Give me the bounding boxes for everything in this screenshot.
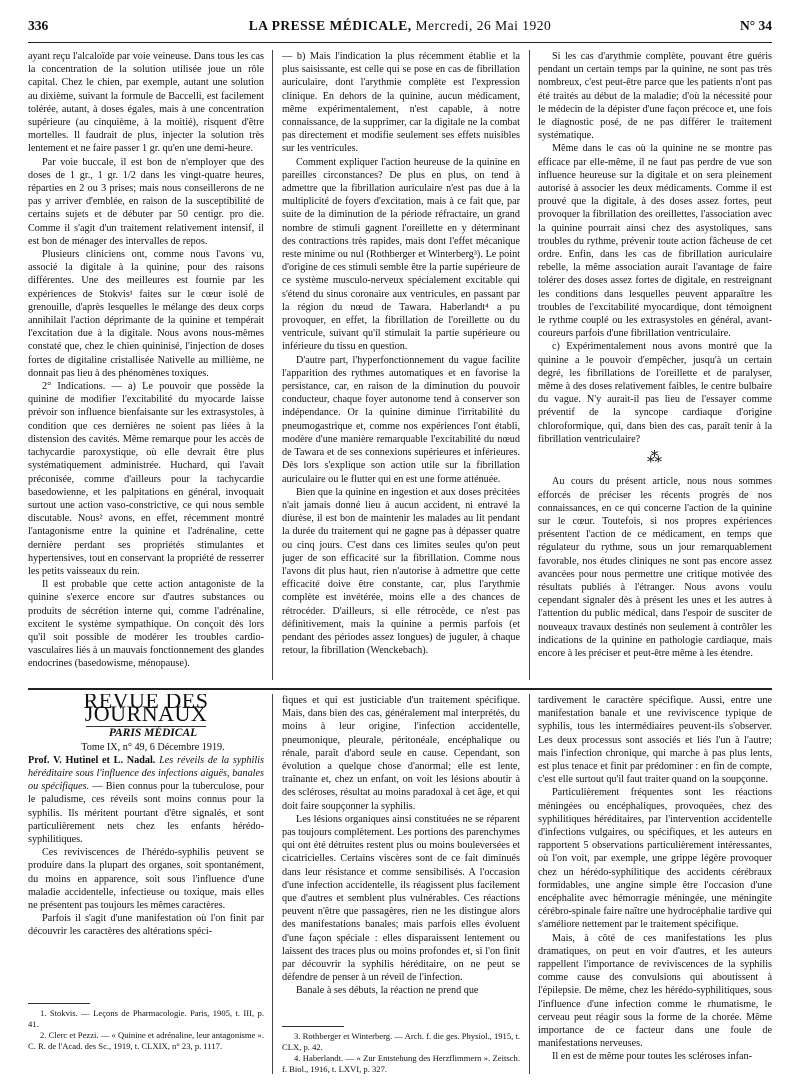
issue-number: N° 34 — [739, 18, 772, 33]
paragraph: Plusieurs cliniciens ont, comme nous l'avons vu, associé la digitale à la quinine, pour des raisons différentes. Une des meilleures est fournie par les expériences de Stokvis¹ faites sur le cœur isolé de grenouille, d'après lesquelles le mélange des deux corps annihilait l'action déprimante de la quinine et tempérait l'excitation due à la digitale. Nous avons nous-mêmes constaté que, chez le chien quininisé, l'injection de doses fortes de digitaline cristallisée Nativelle au millième, ne donnait pas lieu à des phénomènes toxiques. — [28, 249, 264, 379]
footnote: 3. Rothberger et Winterberg. — Arch. f. die ges. Physiol., 1915, t. CLX, p. 42. — [282, 1031, 520, 1052]
footnotes-left — [28, 1008, 264, 1052]
tome-line: Tome IX, n° 49, 6 Décembre 1919. — [81, 741, 225, 753]
paragraph: Les lésions organiques ainsi constituées ne se réparent pas toujours complètement. Les portions des parenchymes qui ont été détruites restent plus ou moins bouleversées et cicatricielles. Certains viscères sont de ce fait diminués dans leur résistance et comme sensibilisés. A l'occasion d'une infection accidentelle, ils réagissent plus facilement que d'autres et semblent plus vulnérables. Ces réactions peuvent n'être que passagères, rien ne les distingue alors des manifestations banales; mais parfois elles évoluent d'une façon spéciale : elles disparaissent lentement ou laissent des traces plus ou moins profondes et, si l'on finit par découvrir la syphilis héréditaire, on ne peut se défendre de penser à un réveil de l'infection. — [282, 813, 520, 984]
paragraph: ayant reçu l'alcaloïde par voie veineuse. Dans tous les cas la concentration de la solution utilisée joue un rôle capital. Chez le chien, par exemple, autant une solution au dixième, suivant la formule de Baccelli, est facilement tolérée, autant, à doses égales, mais à une concentration supérieure (au cinquième, à la moitié), risquent d'être mortelles. Il faudrait de plus, injecter la solution très lentement et ne faire passer 1 gr. qu'en une demi-heure. — [28, 51, 264, 155]
paragraph: 2° Indications. — a) Le pouvoir que possède la quinine de modifier l'excitabilité du myocarde laisse prévoir son influence bienfaisante sur les extrasystoles, à condition que ces dernières ne soient pas liées à la distension des cavités. Même remarque pour les accès de tachycardie paroxystique, où elle devrait être plus systématiquement administrée. Huchard, qui l'avait préconisée, comme d'ailleurs pour la tachycardie basedowienne, et les palpitations en général, invoquait surtout une action vaso-constrictive, ce qui nous semble discutable. Nous² avons, en effet, récemment montré l'antagonisme entre la quinine et l'adrénaline, cette dernière perdant ses propriétés stimulantes et hypertensives, tout en conservant la propriété de resserrer les petits vaisseaux du rein. — [28, 381, 264, 577]
paragraph: Au cours du présent article, nous nous sommes efforcés de préciser les récents progrès de nos connaissances, en ce qui concerne l'action de la quinine sur le cœur. Toutefois, si nos propres expériences présentent l'action de ce médicament, en temps que régulateur du rythme, sous un jour remarquablement favorable, nos études cliniques ne sont pas encore assez avancées pour nous permettre une critique motivée des résultats publiés à l'étranger. Nous avons voulu cependant signaler dès à présent les unes et les autres à l'attention du public médical, dans l'espoir de susciter de nouveaux travaux destinés non seulement à contrôler les indications de la quinine en pathologie cardiaque, mais encore à les préciser et peut-être même à les étendre. — [538, 476, 772, 659]
paragraph: Particulièrement fréquentes sont les réactions méningées ou encéphaliques, provoquées, chez des syphilitiques héréditaires, par l'intervention accidentelle d'infections vulgaires, ou spécifiques, et les auteurs en rapportent 5 observations particulièrement intéressantes, où l'on voit, par exemple, une grippe légère provoquer chez un hérédo-syphilitique des accidents cérébraux formidables, une angine simple être l'occasion d'une encéphalite avec hémorragie méningée, une méningite cérébro-spinale faire naître une hydrocéphalie tardive qui s'améliore nettement par le traitement spécifique. — [538, 787, 772, 931]
footnote-rule — [282, 1026, 344, 1027]
footnote: 4. Haberlandt. — « Zur Entstehung des Herzflimmern ». Zeitsch. f. Biol., 1916, t. LXVI, p. 327. — [282, 1053, 520, 1074]
column-divider — [529, 50, 530, 680]
page-header — [28, 18, 772, 40]
header-rule — [28, 42, 772, 43]
footnote: 2. Clerc et Pezzi. — « Quinine et adrénaline, leur antagonisme ». C. R. de l'Acad. des Sc., 1919, t. CLXIX, n° 23, p. 1117. — [28, 1030, 264, 1051]
paragraph: Il est probable que cette action antagoniste de la quinine s'exerce encore sur d'autres substances ou produits de sécrétion interne qui, comme l'adrénaline, excitent le système sympathique. On conçoit dès lors qu'il soit possible de modérer les troubles cardio-vasculaires liés à un mauvais fonctionnement des glandes endocrines (basedowisme, ménopause). — [28, 579, 264, 670]
paragraph: Parfois il s'agit d'une manifestation où l'on finit par découvrir les caractères des altérations spéci- — [28, 913, 264, 938]
paragraph: Si les cas d'arythmie complète, pouvant être guéris pendant un certain temps par la quinine, ne sont pas très nombreux, c'est peut-être parce que les patients n'ont pas été traités au début de la maladie; d'où la nécessité pour le médecin de la dépister d'une façon précoce et, une fois le diagnostic posé, de ne pas différer le traitement systématique. — [538, 51, 772, 142]
paragraph: Banale à ses débuts, la réaction ne prend que — [296, 985, 479, 997]
top-column-2 — [282, 50, 520, 682]
article-heading — [28, 754, 264, 846]
journal-title — [28, 18, 772, 34]
article-authors: Prof. V. Hutinel et L. Nadal. — [28, 754, 156, 766]
paragraph: tardivement le caractère spécifique. Aussi, entre une manifestation banale et une reviviscence typique de syphilis, tous les intermédiaires peuvent-ils s'observer. Les deux processus sont associés et liés l'un à l'autre; mais l'infection chronique, qui marche à pas plus lents, est plus tenace et finit par prédominer : en fin de compte, c'est elle surtout qu'il faut traiter quand on la soupçonne. — [538, 695, 772, 786]
paragraph: — Bien connus pour la tuberculose, pour le paludisme, ces réveils sont moins connus pour la syphilis. Ils méritent pourtant d'être signalés, et sont particulièrement nets chez les enfants hérédo-syphilitiques. — [28, 781, 264, 846]
bottom-column-1 — [28, 694, 264, 994]
paragraph: Mais, à côté de ces manifestations les plus dramatiques, on peut en voir d'autres, et les auteurs rappellent l'importance de reviviscences de la syphilis comme cause des convulsions qui aboutissent à l'épilepsie. De même, chez les hérédo-syphilitiques, sous l'influence d'une infection comme le rhumatisme, le cerveau peut réagir sous la forme de la chorée. Même importance de ce facteur dans une foule de manifestations nerveuses. — [538, 932, 772, 1050]
column-divider — [272, 50, 273, 680]
footnote: 1. Stokvis. — Leçons de Pharmacologie. Paris, 1905, t. III, p. 41. — [28, 1008, 264, 1029]
article-title: Les réveils de la syphilis héréditaire sous l'influence des infections aiguës, banales ou spécifiques. — [28, 754, 264, 793]
bottom-column-2 — [282, 694, 520, 1020]
top-column-3 — [538, 50, 772, 682]
paragraph: Bien que la quinine en ingestion et aux doses précitées n'ait jamais donné lieu à aucun accident, ni entravé la diurèse, il est bon de maintenir les malades au lit pendant la durée du traitement qui ne gagne pas à dépasser quatre ou cinq jours. C'est dans ces limites seules qu'on peut juger de son efficacité sur la fibrillation. Comme nous l'avons dit plus haut, rien n'autorise à admettre que cette efficacité doive être constante, car, plus l'arythmie complète est invétérée, moins elle a des chances de rétrocéder. D'ailleurs, si elle rétrocède, ce n'est pas définitivement, mais la quinine a permis parfois (et pendant des périodes assez longues) de juguler, à chaque retour, la fibrillation (Wenckebach). — [282, 486, 520, 657]
paragraph: Même dans le cas où la quinine ne se montre pas efficace par elle-même, il ne faut pas perdre de vue son influence heureuse sur la digitale et on sera pleinement autorisé à associer les deux médicaments. Comme il est prouvé que la digitale, à des doses assez fortes, peut provoquer la fibrillation des oreillettes, l'association avec la quinine pourrait ainsi chez des asystoliques, sans troubles du rythme, prévenir toute action fâcheuse de cet ordre. Enfin, dans les cas de fibrillation auriculaire rebelle, la même association aurait l'avantage de faire tolérer des doses assez fortes de digitale, en restreignant les conditions dans lesquelles peuvent apparaître les troubles de l'excitabilité myocardique, dont témoignent le rythme couplé ou les extrasystoles en général, avant-coureurs parfois d'une fibrillation ventriculaire. — [538, 143, 772, 340]
paragraph: Comment expliquer l'action heureuse de la quinine en pareilles circonstances? De plus en plus, on tend à admettre que la fibrillation auriculaire n'est pas due à la multiplicité de foyers d'excitation, mais à ce fait que, par suite de la diminution de la période réfractaire, un grand nombre de stimuli gagnent l'oreillette en y déterminant des contractions très rapides, mais dont l'effet mécanique reste minime ou nul (Rothberger et Winterberg³). Le point d'origine de ces stimuli semble être la partie supérieure de ce système musculo-nerveux spécialement excitable qui s'étend du sinus coronaire aux ventricules, en passant par la région du nœud de Tawara. Haberlandt⁴ a pu provoquer, en effet, la fibrillation de l'oreillette ou du ventricule, suivant qu'il stimulait la partie supérieure ou inférieure du tissu en question. — [282, 156, 520, 353]
issue-date: Mercredi, 26 Mai 1920 — [415, 18, 552, 33]
column-divider — [529, 694, 530, 1074]
section-separator-stars: ⁂ — [647, 450, 663, 467]
paragraph: c) Expérimentalement nous avons montré que la quinine a le pouvoir d'empêcher, jusqu'à un certain degré, les fibrillations de l'oreillette et de paralyser, même à des doses relativement faibles, le centre bulbaire du vague. N'y aurait-il pas lieu de l'essayer comme préventif de la syncope cardiaque d'origine chloroformique, qui, dans bien des cas, paraît tenir à la fibrillation ventriculaire? — [538, 341, 772, 445]
footnote-rule — [28, 1003, 90, 1004]
column-divider — [272, 694, 273, 1074]
page-number: 336 — [28, 18, 49, 33]
paragraph: Il en est de même pour toutes les scléroses infan- — [552, 1051, 753, 1063]
paragraph: Par voie buccale, il est bon de n'employer que des doses de 1 gr., 1 gr. 1/2 dans les vingt-quatre heures, réparties en 2 ou 3 prises; mais nous conseillerons de ne pas y arriver d'emblée, en raison de la susceptibilité de certains sujets et de débuter par 50 centigr. pro die. Comme il s'agit d'un traitement relativement intensif, il est bon de ménager des intervalles de repos. — [28, 156, 264, 247]
journal-name: LA PRESSE MÉDICALE, — [248, 18, 412, 33]
paragraph: fiques et qui est justiciable d'un traitement spécifique. Mais, dans bien des cas, généralement mal interprétés, du moins à leur origine, l'infection accidentelle, pneumonique, pleurale, péritonéale, encéphalique ou rénale, paraît d'abord seule en cause. Cependant, son évolution a quelque chose d'anormal; elle est lente, traînante et, chez un enfant, on voit les lésions aboutir à des scléroses, résultat au moins paradoxal à cet âge, et qui doit faire soupçonner la syphilis. — [282, 695, 520, 812]
journal-heading: PARIS MÉDICAL — [108, 727, 198, 740]
section-title: REVUE DES JOURNAUX — [83, 694, 209, 727]
section-rule — [28, 688, 772, 690]
bottom-column-3 — [538, 694, 772, 1076]
footnotes-middle — [282, 1031, 520, 1075]
paragraph: — b) Mais l'indication la plus récemment établie et la plus saisissante, est celle qui se pose en cas de fibrillation auriculaire, dont l'arythmie complète est l'expression clinique. En dehors de la quinine, aucun médicament, même expérimentalement, n'est capable, à notre connaissance, de la supprimer, car la digitale ne la combat pas directement et modifie seulement ses effets nuisibles sur les ventricules. — [282, 51, 520, 155]
paragraph: D'autre part, l'hyperfonctionnement du vague facilite l'apparition des rythmes automatiques et en favorise la persistance, car, en raison de la diminution du pouvoir conducteur, chaque foyer autonome tend à conserver son indépendance. Or la quinine diminue l'irritabilité du pneumogastrique et, comme nos expériences l'ont établi, modère d'une manière remarquable l'excitabilité du nœud de Tawara et de ses connexions supérieures et inférieures. Dès lors s'explique son action utile sur la fibrillation auriculaire ou le flutter qui en est une forme atténuée. — [282, 354, 520, 485]
top-column-1 — [28, 50, 264, 682]
paragraph: Ces reviviscences de l'hérédo-syphilis peuvent se produire dans la plupart des organes, soit spontanément, du moins en apparence, soit sous l'influence d'une maladie accidentelle, infectieuse ou toxique, mais elles ne présentent pas toujours les mêmes caractères. — [28, 847, 264, 912]
